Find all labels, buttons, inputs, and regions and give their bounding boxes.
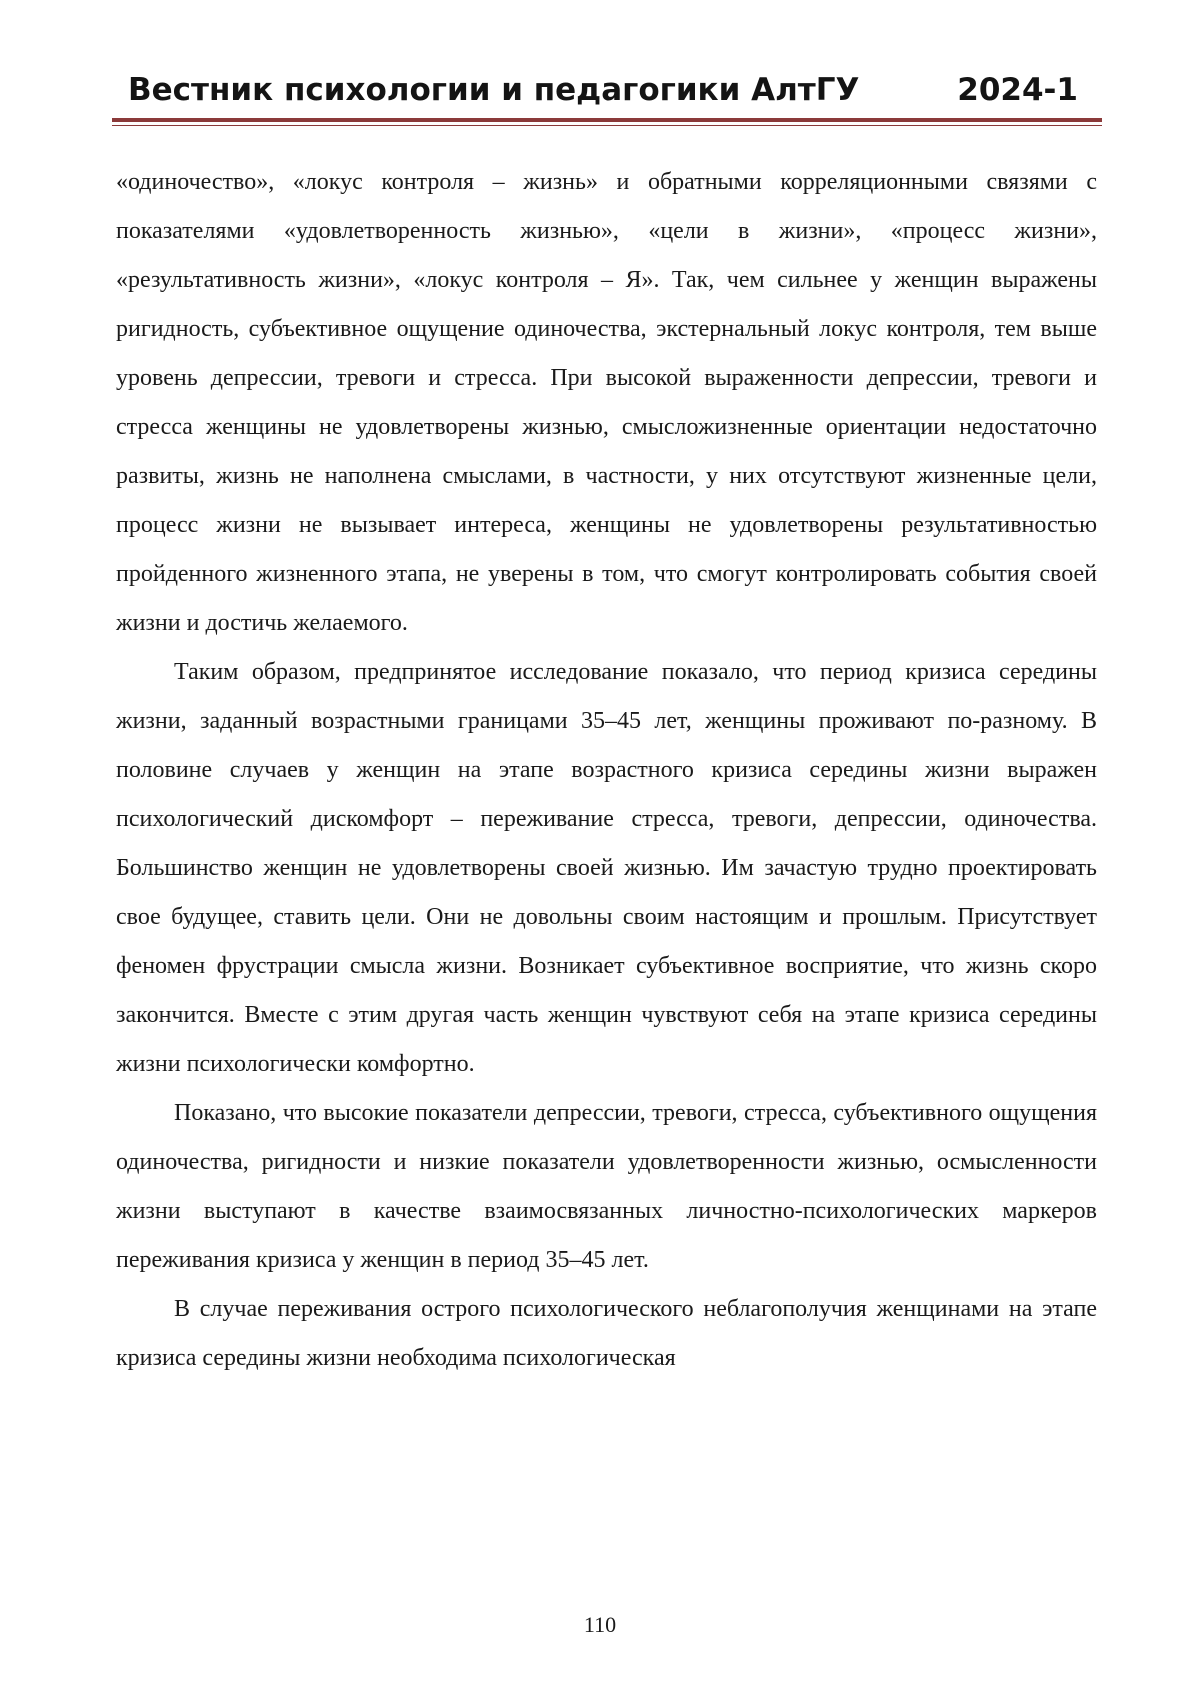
issue-number: 2024-1	[957, 72, 1078, 108]
paragraph: В случае переживания острого психологического неблагополучия женщинами на этапе кризиса середины жизни необходима психологическая	[116, 1296, 1097, 1371]
paragraph: Таким образом, предпринятое исследование показало, что период кризиса середины жизни, заданный возрастными границами 35–45 лет, женщины проживают по-разному. В половине случаев у женщин на этапе возрастного кризиса середины жизни выражен психологический дискомфорт – переживание стресса, тревоги, депрессии, одиночества. Большинство женщин не удовлетворены своей жизнью. Им зачастую трудно проектировать свое будущее, ставить цели. Они не довольны своим настоящим и прошлым. Присутствует феномен фрустрации смысла жизни. Возникает субъективное восприятие, что жизнь скоро закончится. Вместе с этим другая часть женщин чувствуют себя на этапе кризиса середины жизни психологически комфортно.	[116, 659, 1097, 1077]
journal-title: Вестник психологии и педагогики АлтГУ	[128, 72, 860, 108]
header-rule-thin	[112, 125, 1102, 126]
paragraph: Показано, что высокие показатели депрессии, тревоги, стресса, субъективного ощущения одиночества, ригидности и низкие показатели удовлетворенности жизнью, осмысленности жизни выступают в качестве взаимосвязанных личностно-психологических маркеров переживания кризиса у женщин в период 35–45 лет.	[116, 1100, 1097, 1273]
header-rule-thick	[112, 118, 1102, 122]
page-number: 110	[583, 1612, 617, 1637]
paragraph: «одиночество», «локус контроля – жизнь» и обратными корреляционными связями с показателями «удовлетворенность жизнью», «цели в жизни», «процесс жизни», «результативность жизни», «локус контроля – Я». Так, чем сильнее у женщин выражены ригидность, субъективное ощущение одиночества, экстернальный локус контроля, тем выше уровень депрессии, тревоги и стресса. При высокой выраженности депрессии, тревоги и стресса женщины не удовлетворены жизнью, смысложизненные ориентации недостаточно развиты, жизнь не наполнена смыслами, в частности, у них отсутствуют жизненные цели, процесс жизни не вызывает интереса, женщины не удовлетворены результативностью пройденного жизненного этапа, не уверены в том, что смогут контролировать события своей жизни и достичь желаемого.	[116, 169, 1097, 636]
article-body	[116, 158, 1097, 1383]
